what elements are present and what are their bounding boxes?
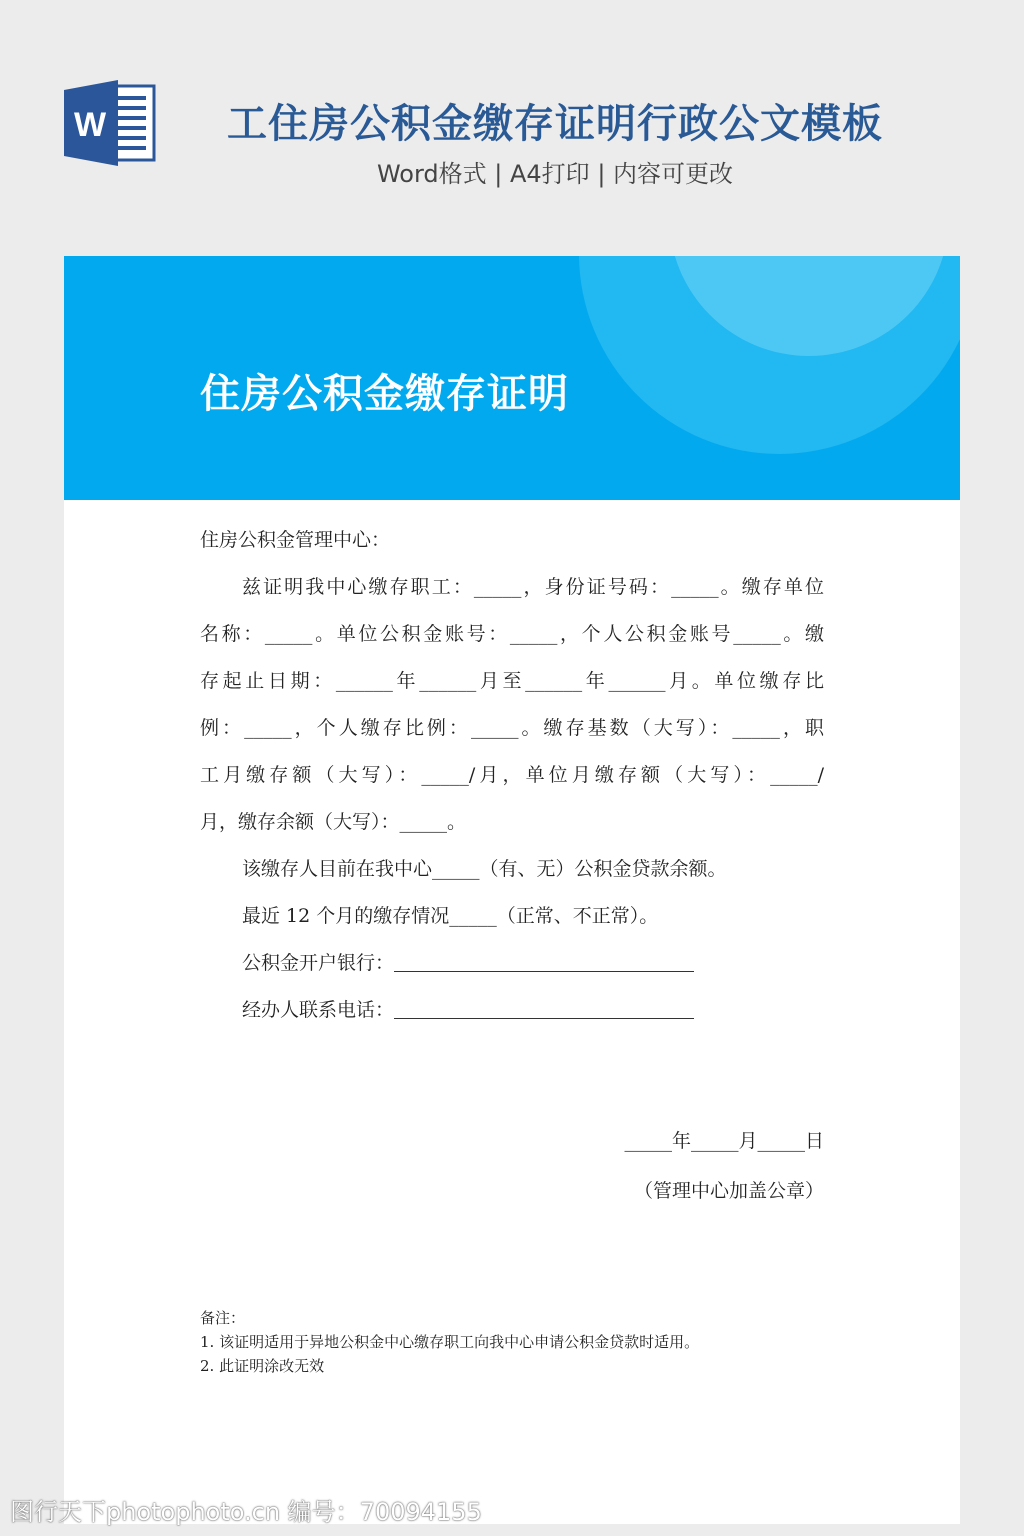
page-title: 工住房公积金缴存证明行政公文模板 — [227, 101, 883, 147]
body-line: 月，缴存余额（大写）：_____。 — [200, 811, 467, 833]
note-item: 2. 此证明涂改无效 — [200, 1357, 325, 1375]
body-line: 存起止日期：______年______月至______年______月。单位缴存比 — [200, 670, 824, 692]
payment-status-line: 最近 12 个月的缴存情况_____（正常、不正常）。 — [242, 905, 659, 927]
date-line: _____年_____月_____日 — [624, 1130, 824, 1152]
notes-title: 备注： — [200, 1309, 246, 1327]
phone-blank — [394, 996, 694, 1019]
document-title: 住房公积金缴存证明 — [200, 371, 569, 417]
document-page — [64, 256, 960, 1524]
loan-balance-line: 该缴存人目前在我中心_____（有、无）公积金贷款余额。 — [242, 858, 727, 880]
body-line: 例：_____，个人缴存比例：_____。缴存基数（大写）：_____，职 — [200, 717, 824, 739]
phone-line — [200, 990, 824, 1037]
body-line: 兹证明我中心缴存职工：_____，身份证号码：_____。缴存单位 — [242, 576, 824, 598]
body-line: 工月缴存额（大写）：_____/月，单位月缴存额（大写）：_____/ — [200, 764, 824, 786]
note-item: 1. 该证明适用于异地公积金中心缴存职工向我中心申请公积金贷款时适用。 — [200, 1333, 700, 1351]
document-banner — [64, 256, 960, 500]
bank-line — [200, 943, 824, 990]
watermark-text: 图行天下photophoto.cn 编号：70094155 — [10, 1498, 482, 1526]
notes-section — [200, 1306, 699, 1378]
body-line: 名称：_____。单位公积金账号：_____，个人公积金账号_____。缴 — [200, 623, 824, 645]
phone-label: 经办人联系电话： — [242, 999, 395, 1021]
word-icon — [64, 80, 156, 166]
page-subtitle: Word格式 | A4打印 | 内容可更改 — [376, 160, 734, 188]
bank-blank — [394, 949, 694, 972]
bank-label: 公积金开户银行： — [242, 952, 395, 974]
document-body — [200, 520, 824, 1037]
addressee-line: 住房公积金管理中心： — [200, 529, 391, 551]
word-icon-letter: W — [74, 106, 107, 144]
seal-note: （管理中心加盖公章） — [633, 1180, 824, 1202]
